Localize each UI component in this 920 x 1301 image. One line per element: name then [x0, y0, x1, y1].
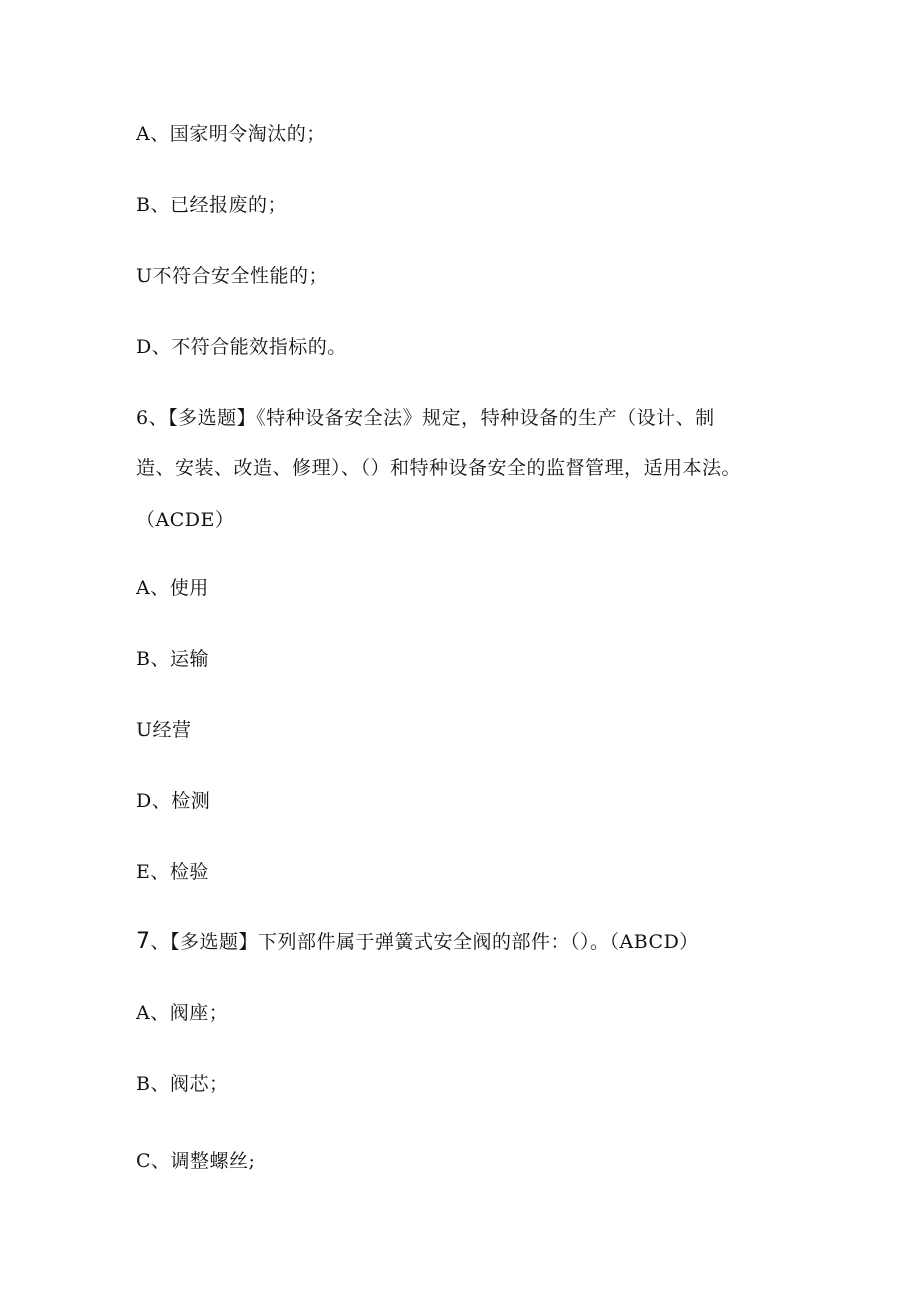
q6-stem-line1: 6、【多选题】《特种设备安全法》规定，特种设备的生产（设计、制 — [136, 407, 715, 429]
q7-option-c: C、调整螺丝; — [136, 1150, 256, 1172]
q7-number: 7 — [136, 929, 151, 954]
q5-option-a: A、国家明令淘汰的； — [136, 123, 326, 145]
q6-option-d: D、检测 — [136, 790, 211, 812]
q6-option-b: B、运输 — [136, 648, 209, 670]
q7-stem-text: 、【多选题】下列部件属于弹簧式安全阀的部件：（）。（ABCD） — [150, 931, 699, 953]
q6-stem-line2: 造、安装、改造、修理）、（）和特种设备安全的监督管理，适用本法。 — [136, 457, 742, 479]
q7-option-b: B、阀芯； — [136, 1073, 229, 1095]
q6-option-a: A、使用 — [136, 577, 209, 599]
q6-answer: （ACDE） — [136, 509, 235, 531]
q6-option-c: U经营 — [136, 719, 192, 741]
q6-option-e: E、检验 — [136, 861, 209, 883]
q5-option-d: D、不符合能效指标的。 — [136, 336, 347, 358]
q5-option-b: B、已经报废的； — [136, 194, 287, 216]
q7-option-a: A、阀座； — [136, 1002, 229, 1024]
q5-option-c: U不符合安全性能的； — [136, 265, 329, 287]
q7-stem — [136, 930, 699, 954]
